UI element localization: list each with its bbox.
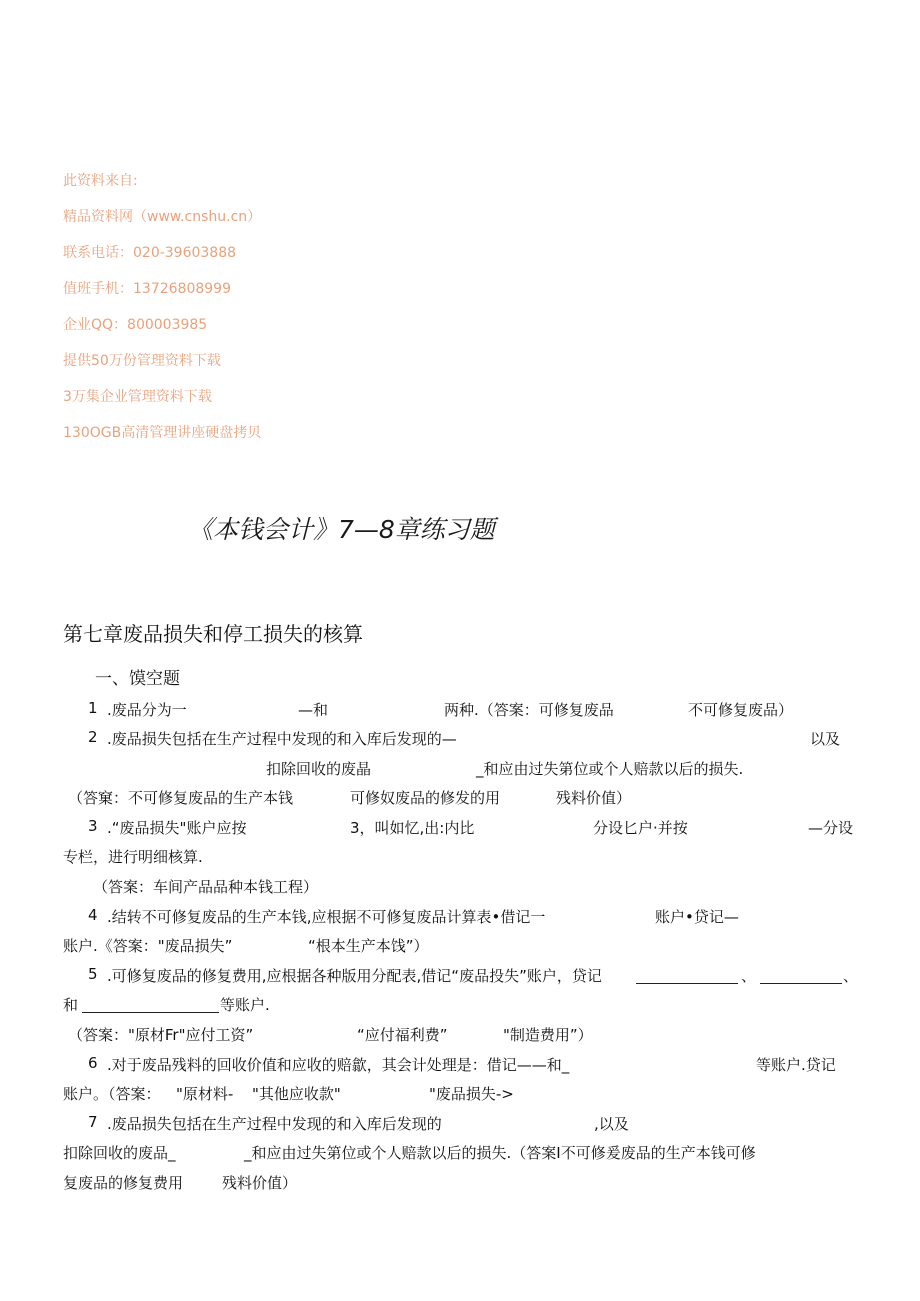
question-text: 账户•贷记— <box>655 908 739 926</box>
question-text: ,以及 <box>594 1115 629 1133</box>
answer-text: "原材料- <box>176 1085 234 1103</box>
source-line-offer-1: 提供50万份管理资料下载 <box>63 353 221 369</box>
question-text: 以及 <box>810 730 841 748</box>
source-line-qq: 企业QQ：800003985 <box>63 317 208 333</box>
question-text: —和 <box>298 701 329 719</box>
question-text: 分设匕户·并按 <box>593 819 688 837</box>
answer-text: （答窠：不可修复废品的生产本钱 <box>68 789 294 807</box>
fill-blank-line <box>82 1012 219 1013</box>
source-line-offer-2: 3万集企业管理资料下载 <box>63 389 212 405</box>
answer-text: 账户.《答案："废品损失” <box>63 937 233 955</box>
section-title: 一、馍空题 <box>95 669 180 689</box>
source-line-from: 此资料来自: <box>63 173 138 189</box>
question-text: 账户。（答案： <box>63 1085 161 1103</box>
answer-text: 可修奴废品的修发的用 <box>350 789 501 807</box>
question-text: 两种.（答案：可修复废品 <box>444 701 614 719</box>
answer-text: “应付福利费” <box>357 1026 448 1044</box>
source-line-website: 精品资料网（www.cnshu.cn） <box>63 209 262 225</box>
document-title: 《本钱会计》7—8章练习题 <box>188 515 495 544</box>
answer-text: 残料价值） <box>556 789 632 807</box>
question-text: 、 <box>843 967 859 985</box>
question-text: 专栏，进行明细核算. <box>63 848 203 866</box>
source-line-mobile: 值班手机：13726808999 <box>63 281 231 297</box>
answer-text: “根本生产本饯”） <box>308 937 429 955</box>
question-text: 扣除回收的废晶 <box>266 760 372 778</box>
answer-text: "废品损失-> <box>429 1085 514 1103</box>
question-number: 5 <box>88 965 98 983</box>
answer-text: 残料价值） <box>222 1174 298 1192</box>
source-line-phone: 联系电话：020-39603888 <box>63 245 237 261</box>
answer-text: （答案：车间产品品种本钱工程） <box>93 878 319 896</box>
question-text: .可修复废品的修复费用,应根据各种版用分配表,借记“废品投失”账户，贷记 <box>107 967 602 985</box>
question-text: 、 <box>741 967 757 985</box>
question-text: .废品分为一 <box>107 701 187 719</box>
question-number: 3 <box>88 817 98 835</box>
question-text: —分设 <box>808 819 854 837</box>
question-number: 7 <box>88 1113 98 1131</box>
chapter-title: 第七章废品损失和停工损失的核算 <box>63 622 363 646</box>
question-number: 4 <box>88 906 98 924</box>
question-text: 等账户.贷记 <box>756 1056 836 1074</box>
question-text: _和应由过失第位或个人赔款以后的损失.（答案I不可修爰废品的生产本钱可修 <box>244 1144 756 1162</box>
question-text: .“废品损失"账户应按 <box>107 819 247 837</box>
question-text: .结转不可修复废品的生产本钱,应根据不可修复废品计算表•借记一 <box>107 908 546 926</box>
answer-text: 不可修复废品） <box>688 701 794 719</box>
question-text: 扣除回收的废品_ <box>63 1144 176 1162</box>
question-text: _和应由过失第位或个人赔款以后的损失. <box>476 760 744 778</box>
question-text: .废品损失包括在生产过程中发现的和入库后发现的— <box>107 730 457 748</box>
answer-text: "制造费用”） <box>503 1026 593 1044</box>
question-number: 2 <box>88 728 98 746</box>
answer-text: （答案："原材Fr"应付工资” <box>68 1026 254 1044</box>
fill-blank-line <box>636 983 738 984</box>
question-text: 和 <box>63 996 79 1014</box>
source-line-offer-3: 130OGB高清管理讲座硬盘拷贝 <box>63 425 262 441</box>
fill-blank-line <box>760 983 842 984</box>
question-text: 3，叫如忆,出:内比 <box>350 819 475 837</box>
question-text: .废品损失包括在生产过程中发现的和入库后发现的 <box>107 1115 442 1133</box>
question-number: 6 <box>88 1054 98 1072</box>
question-text: 等账户. <box>220 996 270 1014</box>
answer-text: 复废品的修复费用 <box>63 1174 184 1192</box>
question-number: 1 <box>88 699 98 717</box>
question-text: .对于废品残料的回收价值和应收的赔歙，其会计处理是：借记——和_ <box>107 1056 570 1074</box>
answer-text: "其他应收款" <box>252 1085 341 1103</box>
